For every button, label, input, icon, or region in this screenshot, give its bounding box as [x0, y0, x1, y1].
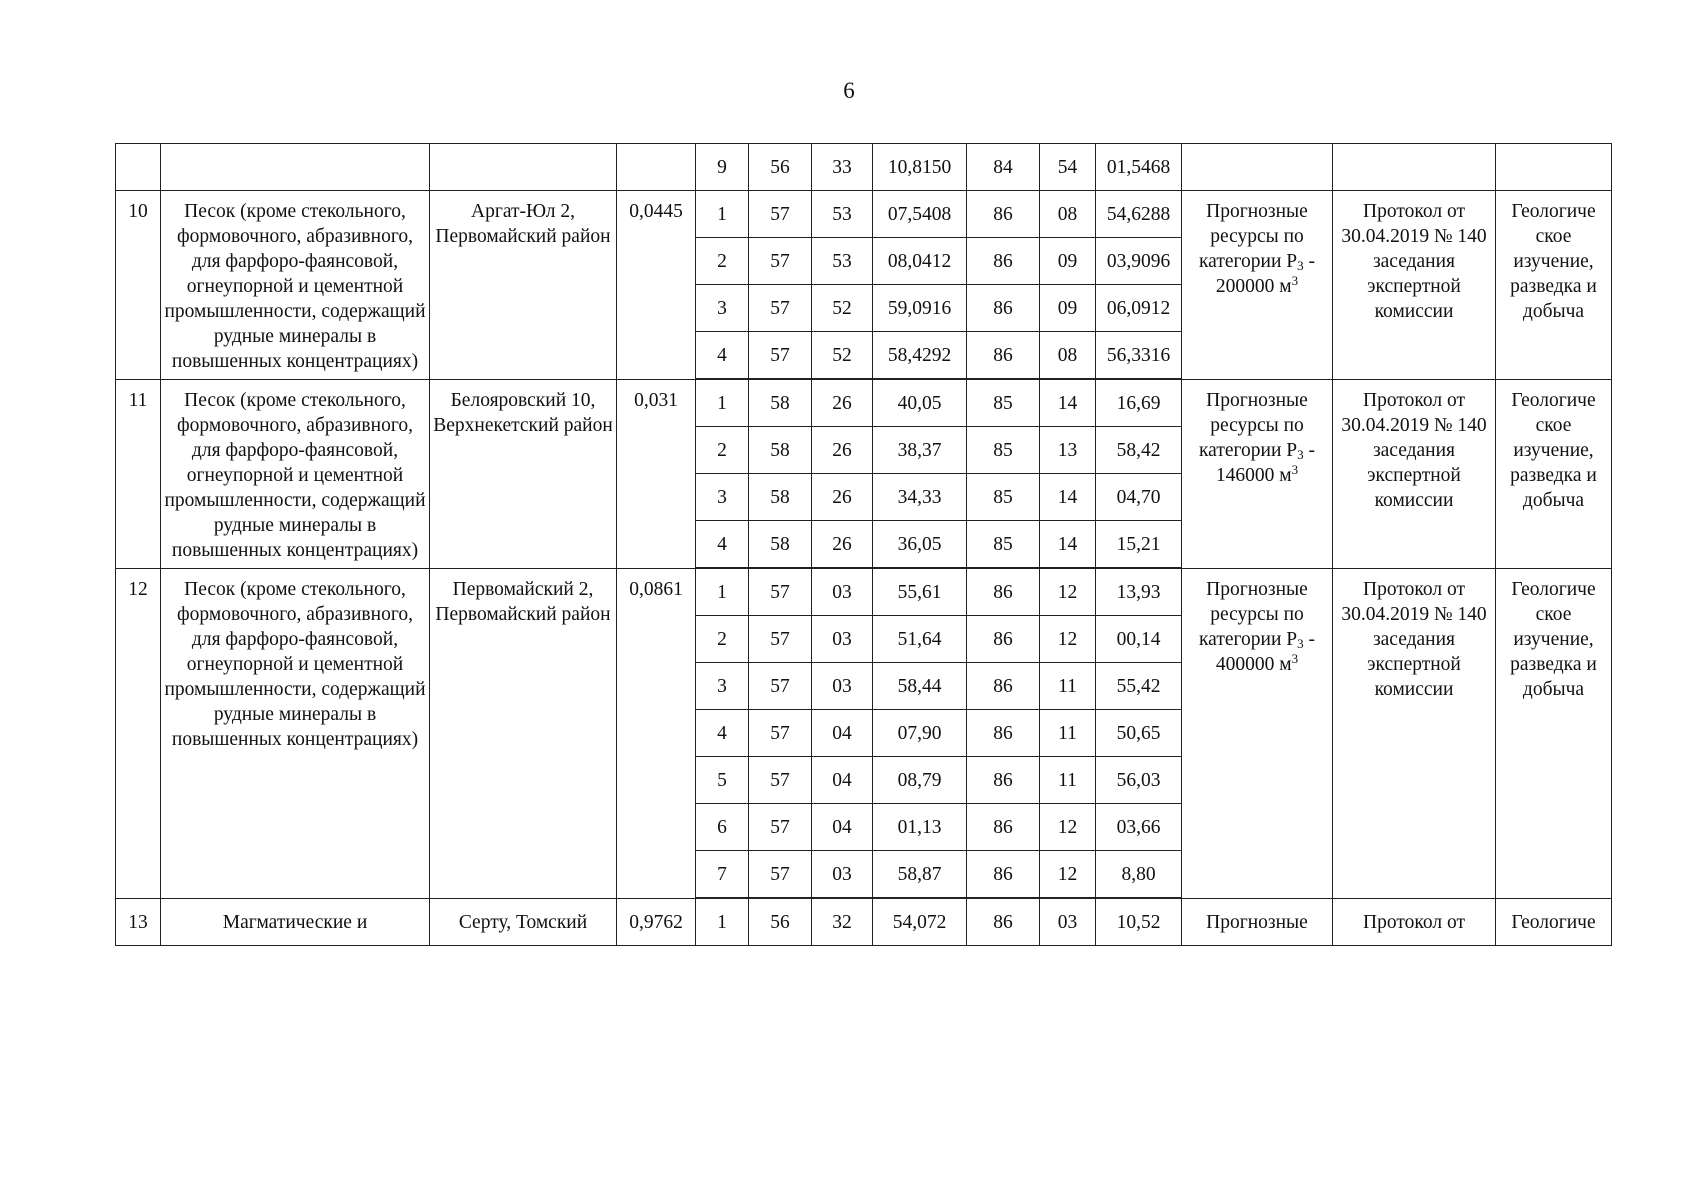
coord-lon-sec: 54,6288 [1096, 191, 1182, 238]
coord-lat-deg: 58 [749, 380, 812, 427]
protocol: Протокол от [1333, 899, 1496, 946]
coord-lat-sec: 07,90 [873, 710, 967, 757]
coord-lon-min: 12 [1040, 616, 1096, 663]
coord-lat-sec: 58,4292 [873, 332, 967, 379]
coord-lon-deg: 86 [967, 757, 1040, 804]
coord-point-number: 2 [696, 427, 749, 474]
coord-lat-deg: 58 [749, 521, 812, 568]
resources [1182, 191, 1333, 380]
site-name: Белояровский 10, Верхнекетский район [430, 380, 617, 569]
coord-lon-deg: 85 [967, 474, 1040, 521]
coord-lat-sec: 55,61 [873, 569, 967, 616]
coord-lat-sec: 10,8150 [873, 144, 967, 191]
coord-lon-min: 11 [1040, 710, 1096, 757]
coord-lon-min: 54 [1040, 144, 1096, 191]
resources-category-subscript: 3 [1297, 447, 1304, 462]
coord-lon-deg: 86 [967, 238, 1040, 285]
coord-point-number: 2 [696, 238, 749, 285]
coord-lat-sec: 08,79 [873, 757, 967, 804]
coord-lon-min: 14 [1040, 474, 1096, 521]
resources-category-subscript: 3 [1297, 258, 1304, 273]
coord-lat-min: 52 [812, 332, 873, 379]
coord-lat-min: 03 [812, 851, 873, 898]
coord-lon-deg: 86 [967, 285, 1040, 332]
coord-point-number: 4 [696, 710, 749, 757]
row-number: 10 [116, 191, 161, 380]
coord-lat-sec: 34,33 [873, 474, 967, 521]
coord-lat-min: 04 [812, 710, 873, 757]
coord-lon-sec: 50,65 [1096, 710, 1182, 757]
coord-lon-sec: 56,03 [1096, 757, 1182, 804]
coord-lon-min: 09 [1040, 238, 1096, 285]
coord-lon-sec: 56,3316 [1096, 332, 1182, 379]
coord-lat-min: 03 [812, 569, 873, 616]
table-row [116, 191, 1612, 238]
coord-lat-deg: 57 [749, 710, 812, 757]
table-row [116, 380, 1612, 427]
empty-cell [1496, 144, 1612, 191]
coord-point-number: 3 [696, 663, 749, 710]
coord-lon-min: 14 [1040, 521, 1096, 568]
coord-lon-min: 14 [1040, 380, 1096, 427]
coord-lat-deg: 57 [749, 851, 812, 898]
coord-lat-min: 26 [812, 474, 873, 521]
coord-lon-min: 09 [1040, 285, 1096, 332]
coord-point-number: 1 [696, 899, 749, 946]
mineral-type: Магматические и [161, 899, 430, 946]
coord-lon-sec: 16,69 [1096, 380, 1182, 427]
coord-lon-deg: 86 [967, 569, 1040, 616]
coord-lon-sec: 04,70 [1096, 474, 1182, 521]
site-name: Серту, Томский [430, 899, 617, 946]
resources-unit-superscript: 3 [1291, 651, 1299, 666]
coord-lon-min: 08 [1040, 332, 1096, 379]
row-number: 13 [116, 899, 161, 946]
resources [1182, 569, 1333, 899]
coord-point-number: 1 [696, 191, 749, 238]
table-row [116, 899, 1612, 946]
empty-cell [1333, 144, 1496, 191]
coord-lon-deg: 86 [967, 663, 1040, 710]
coord-lat-min: 32 [812, 899, 873, 946]
coord-lat-sec: 59,0916 [873, 285, 967, 332]
coord-lat-min: 53 [812, 191, 873, 238]
coord-point-number: 4 [696, 332, 749, 379]
protocol: Протокол от 30.04.2019 № 140 заседания экспертной комиссии [1333, 569, 1496, 899]
coord-lat-sec: 54,072 [873, 899, 967, 946]
coord-lon-min: 12 [1040, 569, 1096, 616]
mineral-type: Песок (кроме стекольного, формовочного, абразивного, для фарфоро-фаянсовой, огнеупорной и цементной промышленности, содержащий рудные минералы в повышенных концентрациях) [161, 380, 430, 569]
coord-lon-deg: 86 [967, 804, 1040, 851]
empty-cell [116, 144, 161, 191]
coord-lat-deg: 57 [749, 663, 812, 710]
site-name: Аргат-Юл 2, Первомайский район [430, 191, 617, 380]
page-number: 6 [843, 78, 855, 103]
coord-lon-sec: 00,14 [1096, 616, 1182, 663]
coord-lon-sec: 55,42 [1096, 663, 1182, 710]
empty-cell [430, 144, 617, 191]
coord-lon-deg: 86 [967, 851, 1040, 898]
coord-lat-min: 52 [812, 285, 873, 332]
row-number: 12 [116, 569, 161, 899]
coord-lat-min: 04 [812, 757, 873, 804]
coord-point-number: 3 [696, 285, 749, 332]
empty-cell [1182, 144, 1333, 191]
coord-point-number: 4 [696, 521, 749, 568]
coord-lon-min: 12 [1040, 851, 1096, 898]
coord-lat-deg: 57 [749, 616, 812, 663]
site-area: 0,9762 [617, 899, 696, 946]
site-area: 0,0445 [617, 191, 696, 380]
row-number: 11 [116, 380, 161, 569]
resources-unit-superscript: 3 [1291, 462, 1299, 477]
coord-lon-sec: 10,52 [1096, 899, 1182, 946]
coord-lat-deg: 57 [749, 804, 812, 851]
resources-text: Прогнозные ресурсы по категории Р [1199, 579, 1308, 650]
resources-text: Прогнозные ресурсы по категории Р [1199, 201, 1308, 272]
coord-point-number: 9 [696, 144, 749, 191]
mineral-type: Песок (кроме стекольного, формовочного, абразивного, для фарфоро-фаянсовой, огнеупорной и цементной промышленности, содержащий рудные минералы в повышенных концентрациях) [161, 569, 430, 899]
coord-lon-min: 12 [1040, 804, 1096, 851]
mineral-type: Песок (кроме стекольного, формовочного, абразивного, для фарфоро-фаянсовой, огнеупорной и цементной промышленности, содержащий рудные минералы в повышенных концентрациях) [161, 191, 430, 380]
coord-lat-sec: 38,37 [873, 427, 967, 474]
coord-point-number: 1 [696, 569, 749, 616]
coord-lat-min: 26 [812, 521, 873, 568]
resources-value: - 200000 м [1215, 251, 1315, 297]
coord-lon-deg: 86 [967, 710, 1040, 757]
table-row [116, 144, 1612, 191]
coord-lon-min: 13 [1040, 427, 1096, 474]
coord-lon-sec: 13,93 [1096, 569, 1182, 616]
coord-point-number: 2 [696, 616, 749, 663]
purpose: Геологиче ское изучение, разведка и добыча [1496, 569, 1612, 899]
coord-point-number: 1 [696, 380, 749, 427]
coord-lon-deg: 84 [967, 144, 1040, 191]
resources-text: Прогнозные ресурсы по категории Р [1199, 390, 1308, 461]
protocol: Протокол от 30.04.2019 № 140 заседания экспертной комиссии [1333, 380, 1496, 569]
coord-point-number: 5 [696, 757, 749, 804]
resources-value: - 400000 м [1215, 629, 1315, 675]
coord-lat-deg: 57 [749, 285, 812, 332]
coord-lat-sec: 08,0412 [873, 238, 967, 285]
coord-lat-sec: 01,13 [873, 804, 967, 851]
coord-lon-sec: 15,21 [1096, 521, 1182, 568]
coord-lon-deg: 85 [967, 427, 1040, 474]
coord-lon-deg: 86 [967, 332, 1040, 379]
coord-point-number: 7 [696, 851, 749, 898]
coord-lat-deg: 57 [749, 332, 812, 379]
coord-point-number: 3 [696, 474, 749, 521]
coord-lat-sec: 36,05 [873, 521, 967, 568]
empty-cell [161, 144, 430, 191]
coord-lat-sec: 40,05 [873, 380, 967, 427]
coord-lon-deg: 86 [967, 899, 1040, 946]
coord-lat-deg: 56 [749, 899, 812, 946]
coord-lat-deg: 56 [749, 144, 812, 191]
coord-lat-deg: 58 [749, 427, 812, 474]
resources [1182, 380, 1333, 569]
purpose: Геологиче ское изучение, разведка и добыча [1496, 191, 1612, 380]
coord-lon-min: 03 [1040, 899, 1096, 946]
coord-lon-sec: 06,0912 [1096, 285, 1182, 332]
coord-lon-min: 08 [1040, 191, 1096, 238]
coord-lon-sec: 8,80 [1096, 851, 1182, 898]
coord-lat-min: 03 [812, 616, 873, 663]
coord-lat-min: 26 [812, 427, 873, 474]
coord-lon-deg: 85 [967, 380, 1040, 427]
coord-lon-deg: 86 [967, 191, 1040, 238]
table-row [116, 569, 1612, 616]
coord-lon-min: 11 [1040, 757, 1096, 804]
coord-lat-sec: 51,64 [873, 616, 967, 663]
coord-lon-deg: 86 [967, 616, 1040, 663]
coord-lon-sec: 58,42 [1096, 427, 1182, 474]
site-name: Первомайский 2, Первомайский район [430, 569, 617, 899]
coord-lon-sec: 03,66 [1096, 804, 1182, 851]
resources-unit-superscript: 3 [1291, 273, 1299, 288]
coord-lon-sec: 01,5468 [1096, 144, 1182, 191]
coord-lat-sec: 58,44 [873, 663, 967, 710]
coord-lat-sec: 07,5408 [873, 191, 967, 238]
purpose: Геологиче [1496, 899, 1612, 946]
coord-lat-deg: 57 [749, 569, 812, 616]
coord-lat-min: 53 [812, 238, 873, 285]
coord-lat-min: 03 [812, 663, 873, 710]
license-sites-table [115, 143, 1612, 946]
site-area: 0,0861 [617, 569, 696, 899]
resources-category-subscript: 3 [1297, 636, 1304, 651]
protocol: Протокол от 30.04.2019 № 140 заседания экспертной комиссии [1333, 191, 1496, 380]
coord-lat-deg: 57 [749, 757, 812, 804]
coord-lat-min: 26 [812, 380, 873, 427]
coord-lat-min: 04 [812, 804, 873, 851]
coord-lat-deg: 58 [749, 474, 812, 521]
coord-lon-deg: 85 [967, 521, 1040, 568]
resources: Прогнозные [1182, 899, 1333, 946]
empty-cell [617, 144, 696, 191]
coord-lat-deg: 57 [749, 238, 812, 285]
coord-lat-min: 33 [812, 144, 873, 191]
site-area: 0,031 [617, 380, 696, 569]
coord-lon-sec: 03,9096 [1096, 238, 1182, 285]
resources-value: - 146000 м [1215, 440, 1315, 486]
purpose: Геологиче ское изучение, разведка и добыча [1496, 380, 1612, 569]
coord-lat-sec: 58,87 [873, 851, 967, 898]
coord-lon-min: 11 [1040, 663, 1096, 710]
coord-point-number: 6 [696, 804, 749, 851]
coord-lat-deg: 57 [749, 191, 812, 238]
